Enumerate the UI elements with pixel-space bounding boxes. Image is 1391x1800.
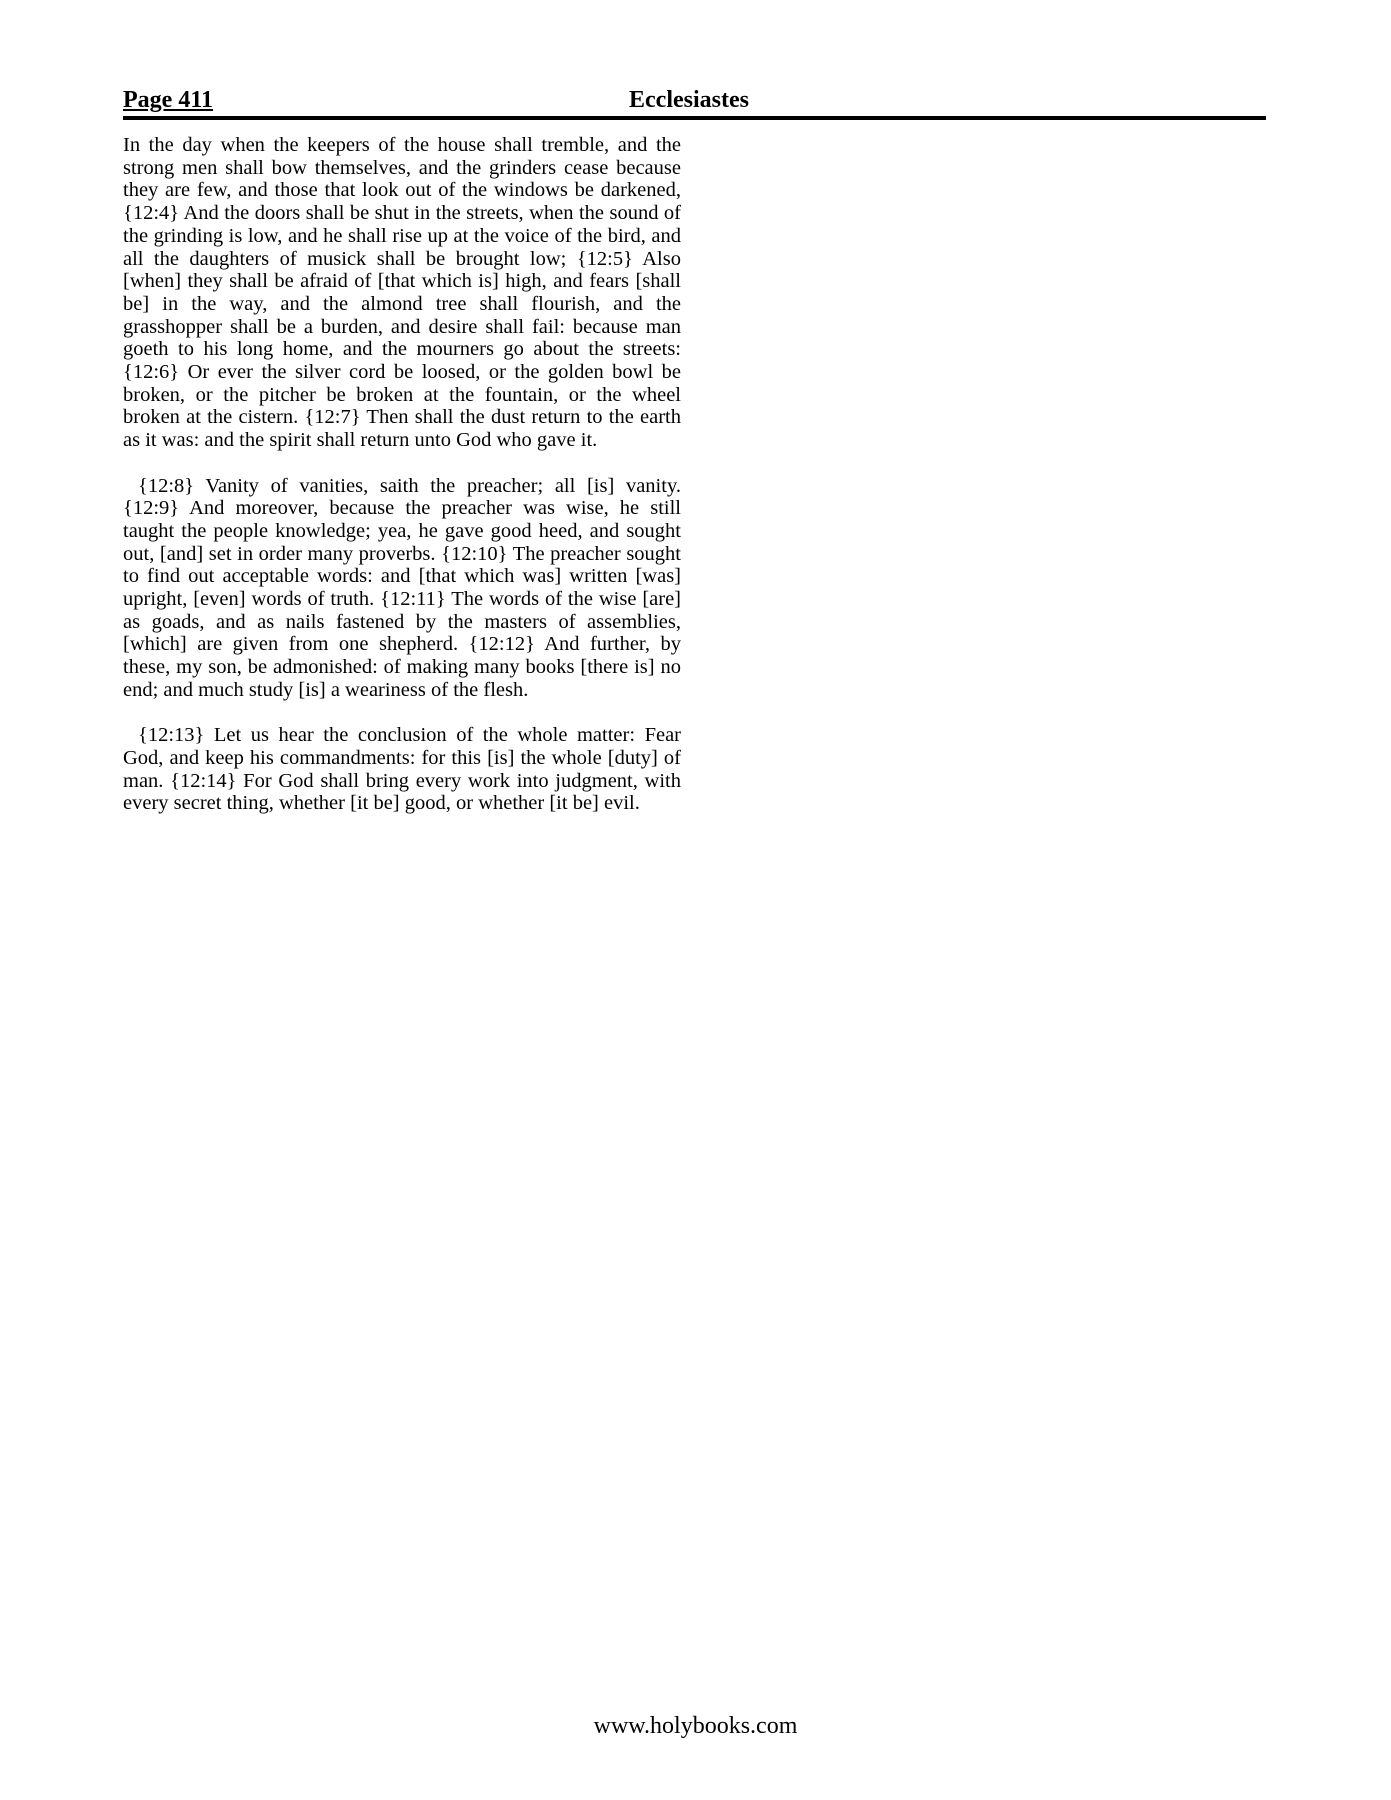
page-header [123, 84, 1266, 120]
page-number: Page 411 [123, 87, 213, 113]
text-column [123, 134, 681, 838]
paragraph-2: {12:8} Vanity of vanities, saith the preacher; all [is] vanity. {12:9} And moreover, because the preacher was wise, he still taught the people knowledge; yea, he gave good heed, and sought out, [and] set in order many proverbs. {12:10} The preacher sought to find out acceptable words: and [that which was] written [was] upright, [even] words of truth. {12:11} The words of the wise [are] as goads, and as nails fastened by the masters of assemblies, [which] are given from one shepherd. {12:12} And further, by these, my son, be admonished: of making many books [there is] no end; and much study [is] a weariness of the flesh. [123, 474, 681, 701]
paragraph-3: {12:13} Let us hear the conclusion of the whole matter: Fear God, and keep his commandments: for this [is] the whole [duty] of man. {12:14} For God shall bring every work into judgment, with every secret thing, whether [it be] good, or whether [it be] evil. [123, 724, 681, 815]
paragraph-1: In the day when the keepers of the house shall tremble, and the strong men shall bow themselves, and the grinders cease because they are few, and those that look out of the windows be darkened, {12:4} And the doors shall be shut in the streets, when the sound of the grinding is low, and he shall rise up at the voice of the bird, and all the daughters of musick shall be brought low; {12:5} Also [when] they shall be afraid of [that which is] high, and fears [shall be] in the way, and the almond tree shall flourish, and the grasshopper shall be a burden, and desire shall fail: because man goeth to his long home, and the mourners go about the streets: {12:6} Or ever the silver cord be loosed, or the golden bowl be broken, or the pitcher be broken at the fountain, or the wheel broken at the cistern. {12:7} Then shall the dust return to the earth as it was: and the spirit shall return unto God who gave it. [123, 134, 681, 452]
footer-website: www.holybooks.com [593, 1713, 798, 1739]
book-title: Ecclesiastes [629, 87, 749, 113]
